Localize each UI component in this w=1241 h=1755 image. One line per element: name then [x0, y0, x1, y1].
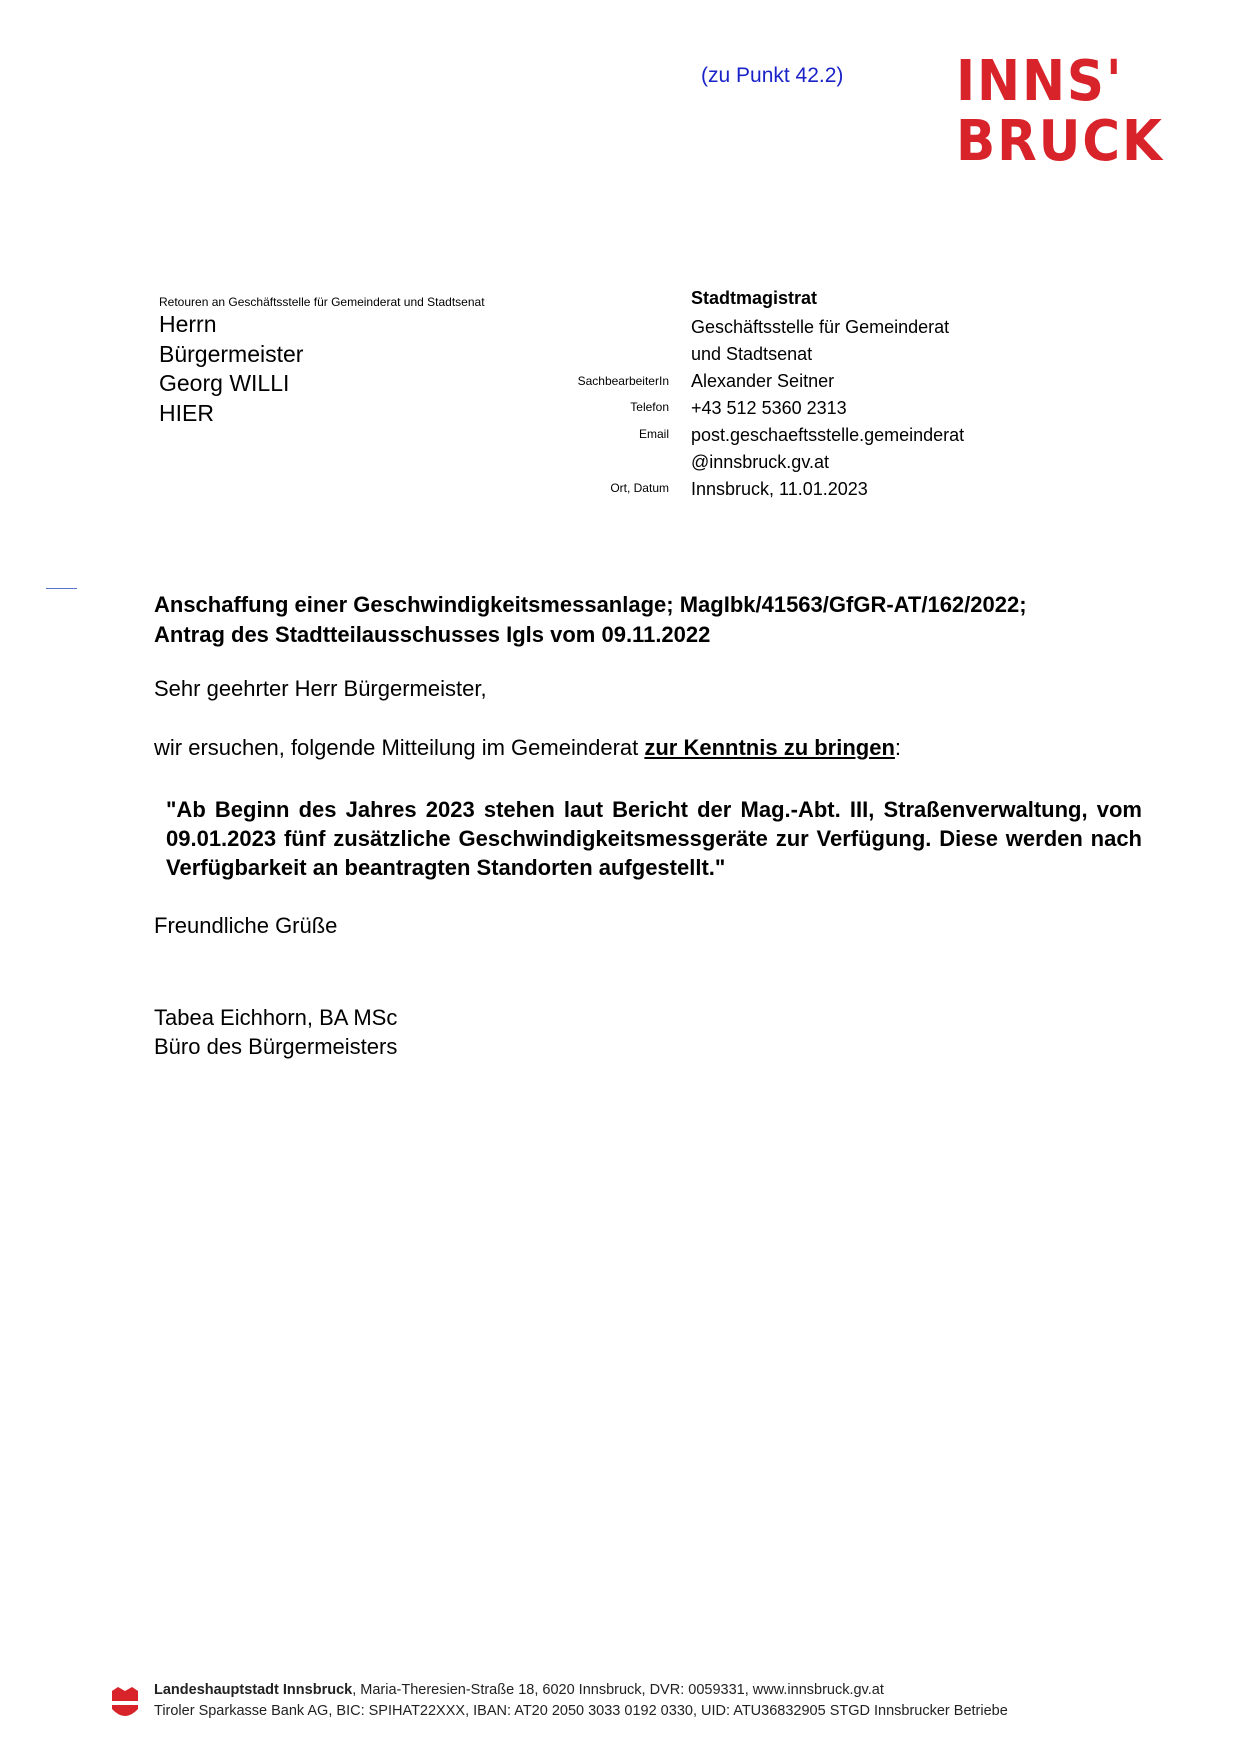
returns-line: Retouren an Geschäftsstelle für Gemeinderat und Stadtsenat	[159, 295, 485, 309]
sender-department: und Stadtsenat	[691, 344, 813, 364]
salutation: Sehr geehrter Herr Bürgermeister,	[154, 676, 487, 701]
request-emphasis: zur Kenntnis zu bringen	[644, 735, 895, 760]
request-text: wir ersuchen, folgende Mitteilung im Gemeinderat	[154, 735, 645, 760]
recipient-line: Bürgermeister	[159, 340, 304, 367]
email-label: Email	[638, 427, 669, 441]
request-paragraph	[154, 735, 901, 761]
closing: Freundliche Grüße	[154, 913, 338, 938]
footer-line-2: Tiroler Sparkasse Bank AG, BIC: SPIHAT22XXX, IBAN: AT20 2050 3033 0192 0330, UID: ATU36832905 STGD Innsbrucker Betriebe	[154, 1703, 1008, 1719]
reference-note: (zu Punkt 42.2)	[701, 64, 844, 87]
phone-label: Telefon	[630, 400, 669, 414]
subject-line: Antrag des Stadtteilausschusses Igls vom 09.11.2022	[154, 622, 711, 647]
signature	[154, 1003, 397, 1061]
place-date-label: Ort, Datum	[610, 481, 669, 495]
margin-mark	[46, 588, 77, 589]
sender-organization: Stadtmagistrat	[691, 288, 818, 308]
logo-line-2: BRUCK	[956, 109, 1164, 174]
recipient-address	[159, 310, 303, 428]
clerk-label: SachbearbeiterIn	[577, 374, 669, 388]
sender-department: Geschäftsstelle für Gemeinderat	[691, 317, 950, 337]
city-emblem-icon	[110, 1685, 140, 1721]
subject	[154, 590, 1027, 650]
sender-clerk: Alexander Seitner	[691, 371, 835, 391]
recipient-line: HIER	[159, 399, 214, 426]
quoted-announcement: "Ab Beginn des Jahres 2023 stehen laut Bericht der Mag.-Abt. III, Straßenverwaltung, vom 09.01.2023 fünf zusätzliche Geschwindigkeitsmessgeräte zur Verfügung. Diese werden nach Verfügbarkeit an beantragten Standorten aufgestellt."	[166, 797, 1142, 880]
recipient-line: Georg WILLI	[159, 370, 290, 396]
footer-city: Landeshauptstadt Innsbruck	[154, 1682, 353, 1698]
innsbruck-logo	[956, 49, 1196, 180]
sender-email: post.geschaeftsstelle.gemeinderat	[691, 425, 965, 445]
request-end: :	[894, 735, 902, 760]
footer-address: , Maria-Theresien-Straße 18, 6020 Innsbruck, DVR: 0059331, www.innsbruck.gv.at	[352, 1682, 884, 1698]
sender-email: @innsbruck.gv.at	[691, 452, 829, 472]
signature-office: Büro des Bürgermeisters	[154, 1034, 398, 1059]
footer-line-1	[154, 1680, 1008, 1701]
sender-phone: +43 512 5360 2313	[691, 398, 847, 418]
sender-block	[691, 314, 964, 503]
footer	[154, 1680, 1008, 1722]
signature-name: Tabea Eichhorn, BA MSc	[154, 1005, 398, 1030]
subject-line: Anschaffung einer Geschwindigkeitsmessanlage; MagIbk/41563/GfGR-AT/162/2022;	[154, 592, 1027, 617]
logo-line-1: INNS'	[956, 49, 1124, 114]
sender-place-date: Innsbruck, 11.01.2023	[691, 479, 868, 499]
recipient-line: Herrn	[159, 311, 217, 337]
